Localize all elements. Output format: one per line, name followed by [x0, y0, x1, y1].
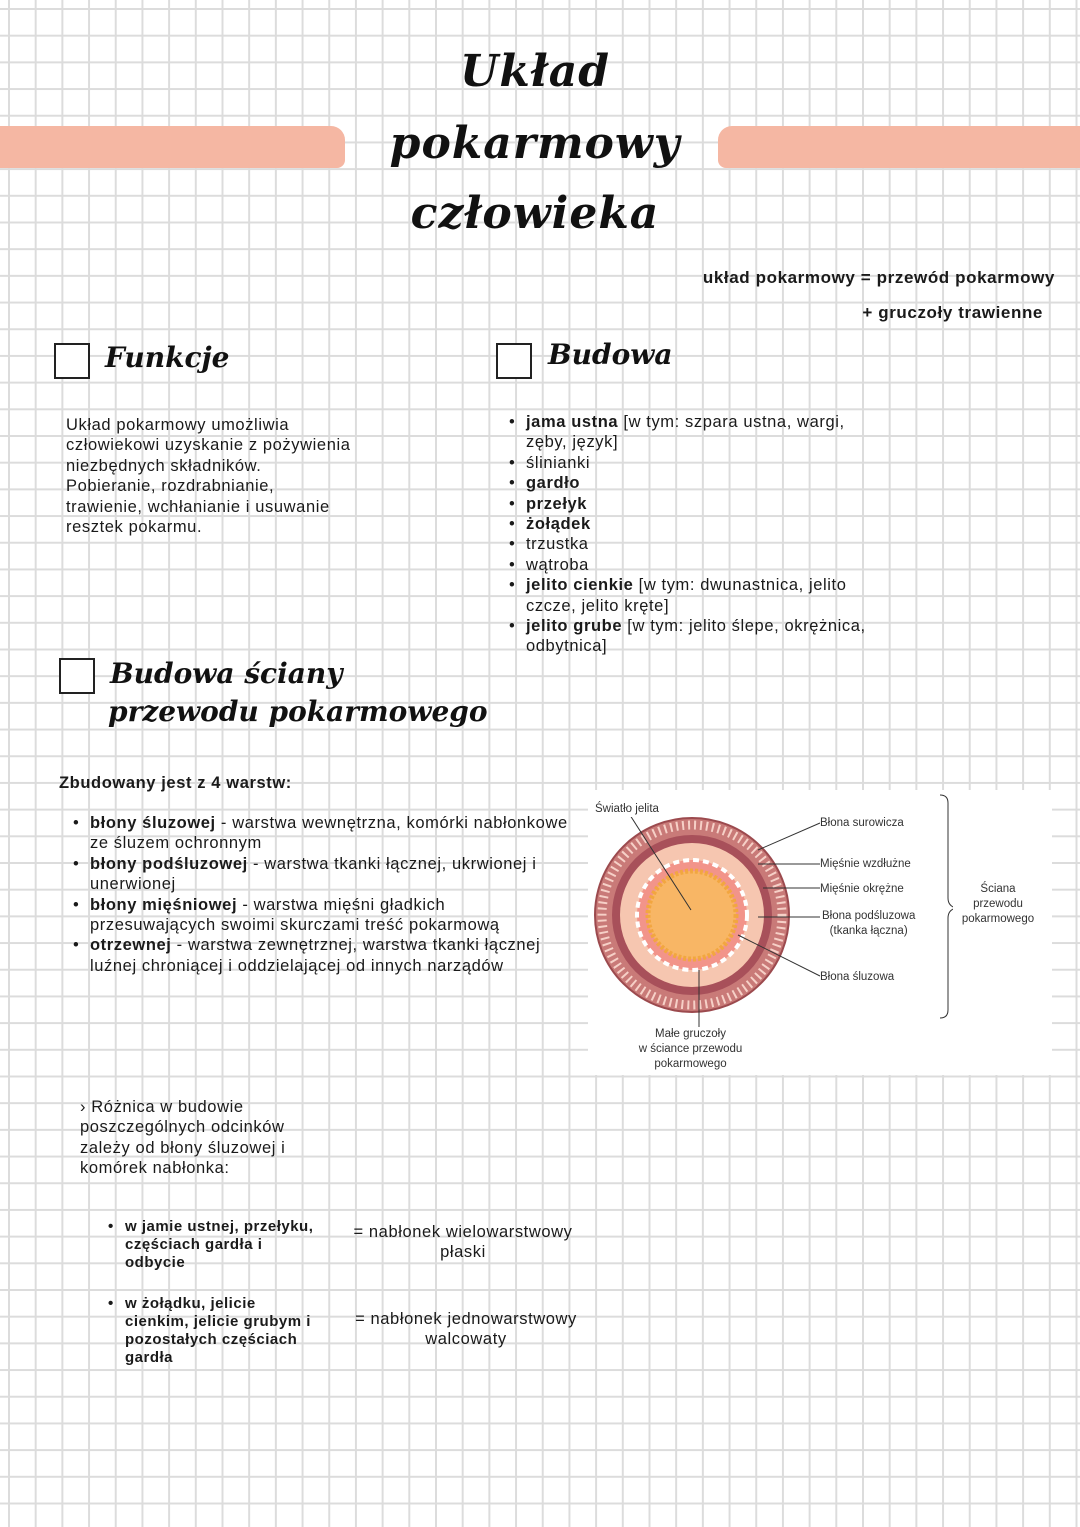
- label-sluzowa: Błona śluzowa: [820, 971, 895, 983]
- budowa-list: [526, 412, 866, 657]
- roznica-row-2-where: [125, 1295, 320, 1367]
- item-bold: błony śluzowej: [90, 814, 216, 832]
- layers-list: [90, 813, 575, 976]
- label-podsluzowa: [822, 909, 915, 939]
- item-bold: jelito cienkie: [526, 576, 634, 595]
- funkcje-heading: Funkcje: [105, 341, 230, 374]
- item-rest: - warstwa tkanki łącznej, ukrwionej i unerwionej: [90, 854, 537, 894]
- eq-line-1: = nabłonek wielowarstwowy: [353, 1223, 573, 1241]
- label-sciana-1: Ściana: [980, 883, 1016, 895]
- item-bold: błony mięśniowej: [90, 895, 238, 914]
- roznica-row-2-eq: [330, 1309, 602, 1350]
- item-bold: gardło: [526, 474, 581, 493]
- definition-line-1: układ pokarmowy = przewód pokarmowy: [702, 268, 1055, 287]
- funkcje-checkbox[interactable]: [54, 343, 90, 379]
- item-bold: jama ustna: [526, 413, 619, 431]
- label-podsluzowa-1: Błona podśluzowa: [822, 910, 916, 922]
- item-rest: - warstwa wewnętrzna, komórki nabłonkowe ze śluzem ochronnym: [90, 814, 568, 853]
- item-rest: - warstwa zewnętrznej, warstwa tkanki łącznej luźnej chroniącej i oddzielającej od innych narządów: [90, 936, 541, 975]
- label-wzdluzne: Mięśnie wzdłużne: [820, 858, 911, 870]
- intestine-diagram: [588, 790, 1052, 1075]
- eq-line-1: = nabłonek jednowarstwowy: [355, 1310, 577, 1328]
- list-item: • w jamie ustnej, przełyku, częściach gardła i odbycie: [125, 1218, 320, 1272]
- eq-line-2: walcowaty: [425, 1330, 507, 1349]
- item-bold: żołądek: [526, 515, 591, 534]
- label-gruczoly-1: Małe gruczoły: [655, 1028, 726, 1040]
- sciana-heading-1: Budowa ściany: [110, 657, 343, 690]
- label-gruczoly-3: pokarmowego: [654, 1058, 727, 1070]
- title-line-1: Układ: [459, 46, 611, 97]
- item-bold: otrzewnej: [90, 936, 172, 955]
- list-item: [526, 555, 866, 575]
- item-rest: [w tym: jelito ślepe, okrężnica, odbytnica]: [526, 617, 866, 656]
- label-surowicza: Błona surowicza: [820, 817, 904, 829]
- list-item: • w żołądku, jelicie cienkim, jelicie grubym i pozostałych częściach gardła: [125, 1295, 320, 1367]
- budowa-heading: Budowa: [548, 338, 673, 371]
- roznica-intro: › Różnica w budowie poszczególnych odcinków zależy od błony śluzowej i komórek nabłonka:: [80, 1098, 286, 1178]
- list-item: [90, 935, 575, 976]
- label-okrezne: Mięśnie okrężne: [820, 883, 904, 895]
- label-sciana: [953, 882, 1043, 927]
- list-item: [526, 494, 866, 514]
- list-item: [526, 412, 866, 453]
- definition-line-2: + gruczoły trawienne: [862, 303, 1043, 322]
- list-item: [526, 453, 866, 473]
- list-item: [526, 473, 866, 493]
- item-bold: jelito grube: [526, 617, 623, 636]
- list-item: [526, 575, 866, 616]
- item-rest: - warstwa mięśni gładkich przesuwających swoimi skurczami treść pokarmową: [90, 895, 500, 935]
- sciana-heading-2: przewodu pokarmowego: [108, 695, 488, 728]
- item-bold: przełyk: [526, 494, 588, 513]
- label-swiatlo: Światło jelita: [595, 803, 659, 815]
- label-podsluzowa-2: (tkanka łączna): [829, 925, 908, 937]
- list-item: [526, 616, 866, 657]
- funkcje-text-2: Pobieranie, rozdrabnianie, trawienie, wchłanianie i usuwanie resztek pokarmu.: [66, 477, 330, 537]
- item-rest: [w tym: szpara ustna, wargi, zęby, język]: [526, 413, 845, 452]
- funkcje-text: [66, 415, 356, 537]
- eq-line-2: płaski: [440, 1243, 486, 1262]
- sciana-checkbox[interactable]: [59, 658, 95, 694]
- item-rest: ślinianki: [526, 453, 591, 472]
- label-sciana-3: pokarmowego: [961, 913, 1035, 925]
- roznica-row-1-where: [125, 1218, 320, 1272]
- item-rest: [w tym: dwunastnica, jelito czcze, jelito kręte]: [526, 576, 847, 615]
- item-bold: błony podśluzowej: [90, 854, 248, 873]
- title-line-3: człowieka: [410, 188, 660, 239]
- list-item: [90, 813, 575, 854]
- list-item: [90, 895, 575, 936]
- roznica-row-1-eq: [328, 1222, 598, 1263]
- budowa-checkbox[interactable]: [496, 343, 532, 379]
- label-gruczoly: [628, 1027, 753, 1072]
- list-item: [90, 854, 575, 895]
- list-item: [526, 514, 866, 534]
- item-rest: trzustka: [526, 535, 589, 554]
- label-sciana-2: przewodu: [973, 898, 1023, 910]
- title-line-2: pokarmowy: [389, 118, 681, 169]
- item-rest: wątroba: [526, 555, 589, 574]
- list-item: [526, 534, 866, 554]
- sciana-intro: Zbudowany jest z 4 warstw:: [59, 774, 292, 792]
- label-gruczoly-2: w ściance przewodu: [638, 1043, 743, 1055]
- funkcje-text-1: Układ pokarmowy umożliwia człowiekowi uzyskanie z pożywienia niezbędnych składników.: [66, 416, 351, 475]
